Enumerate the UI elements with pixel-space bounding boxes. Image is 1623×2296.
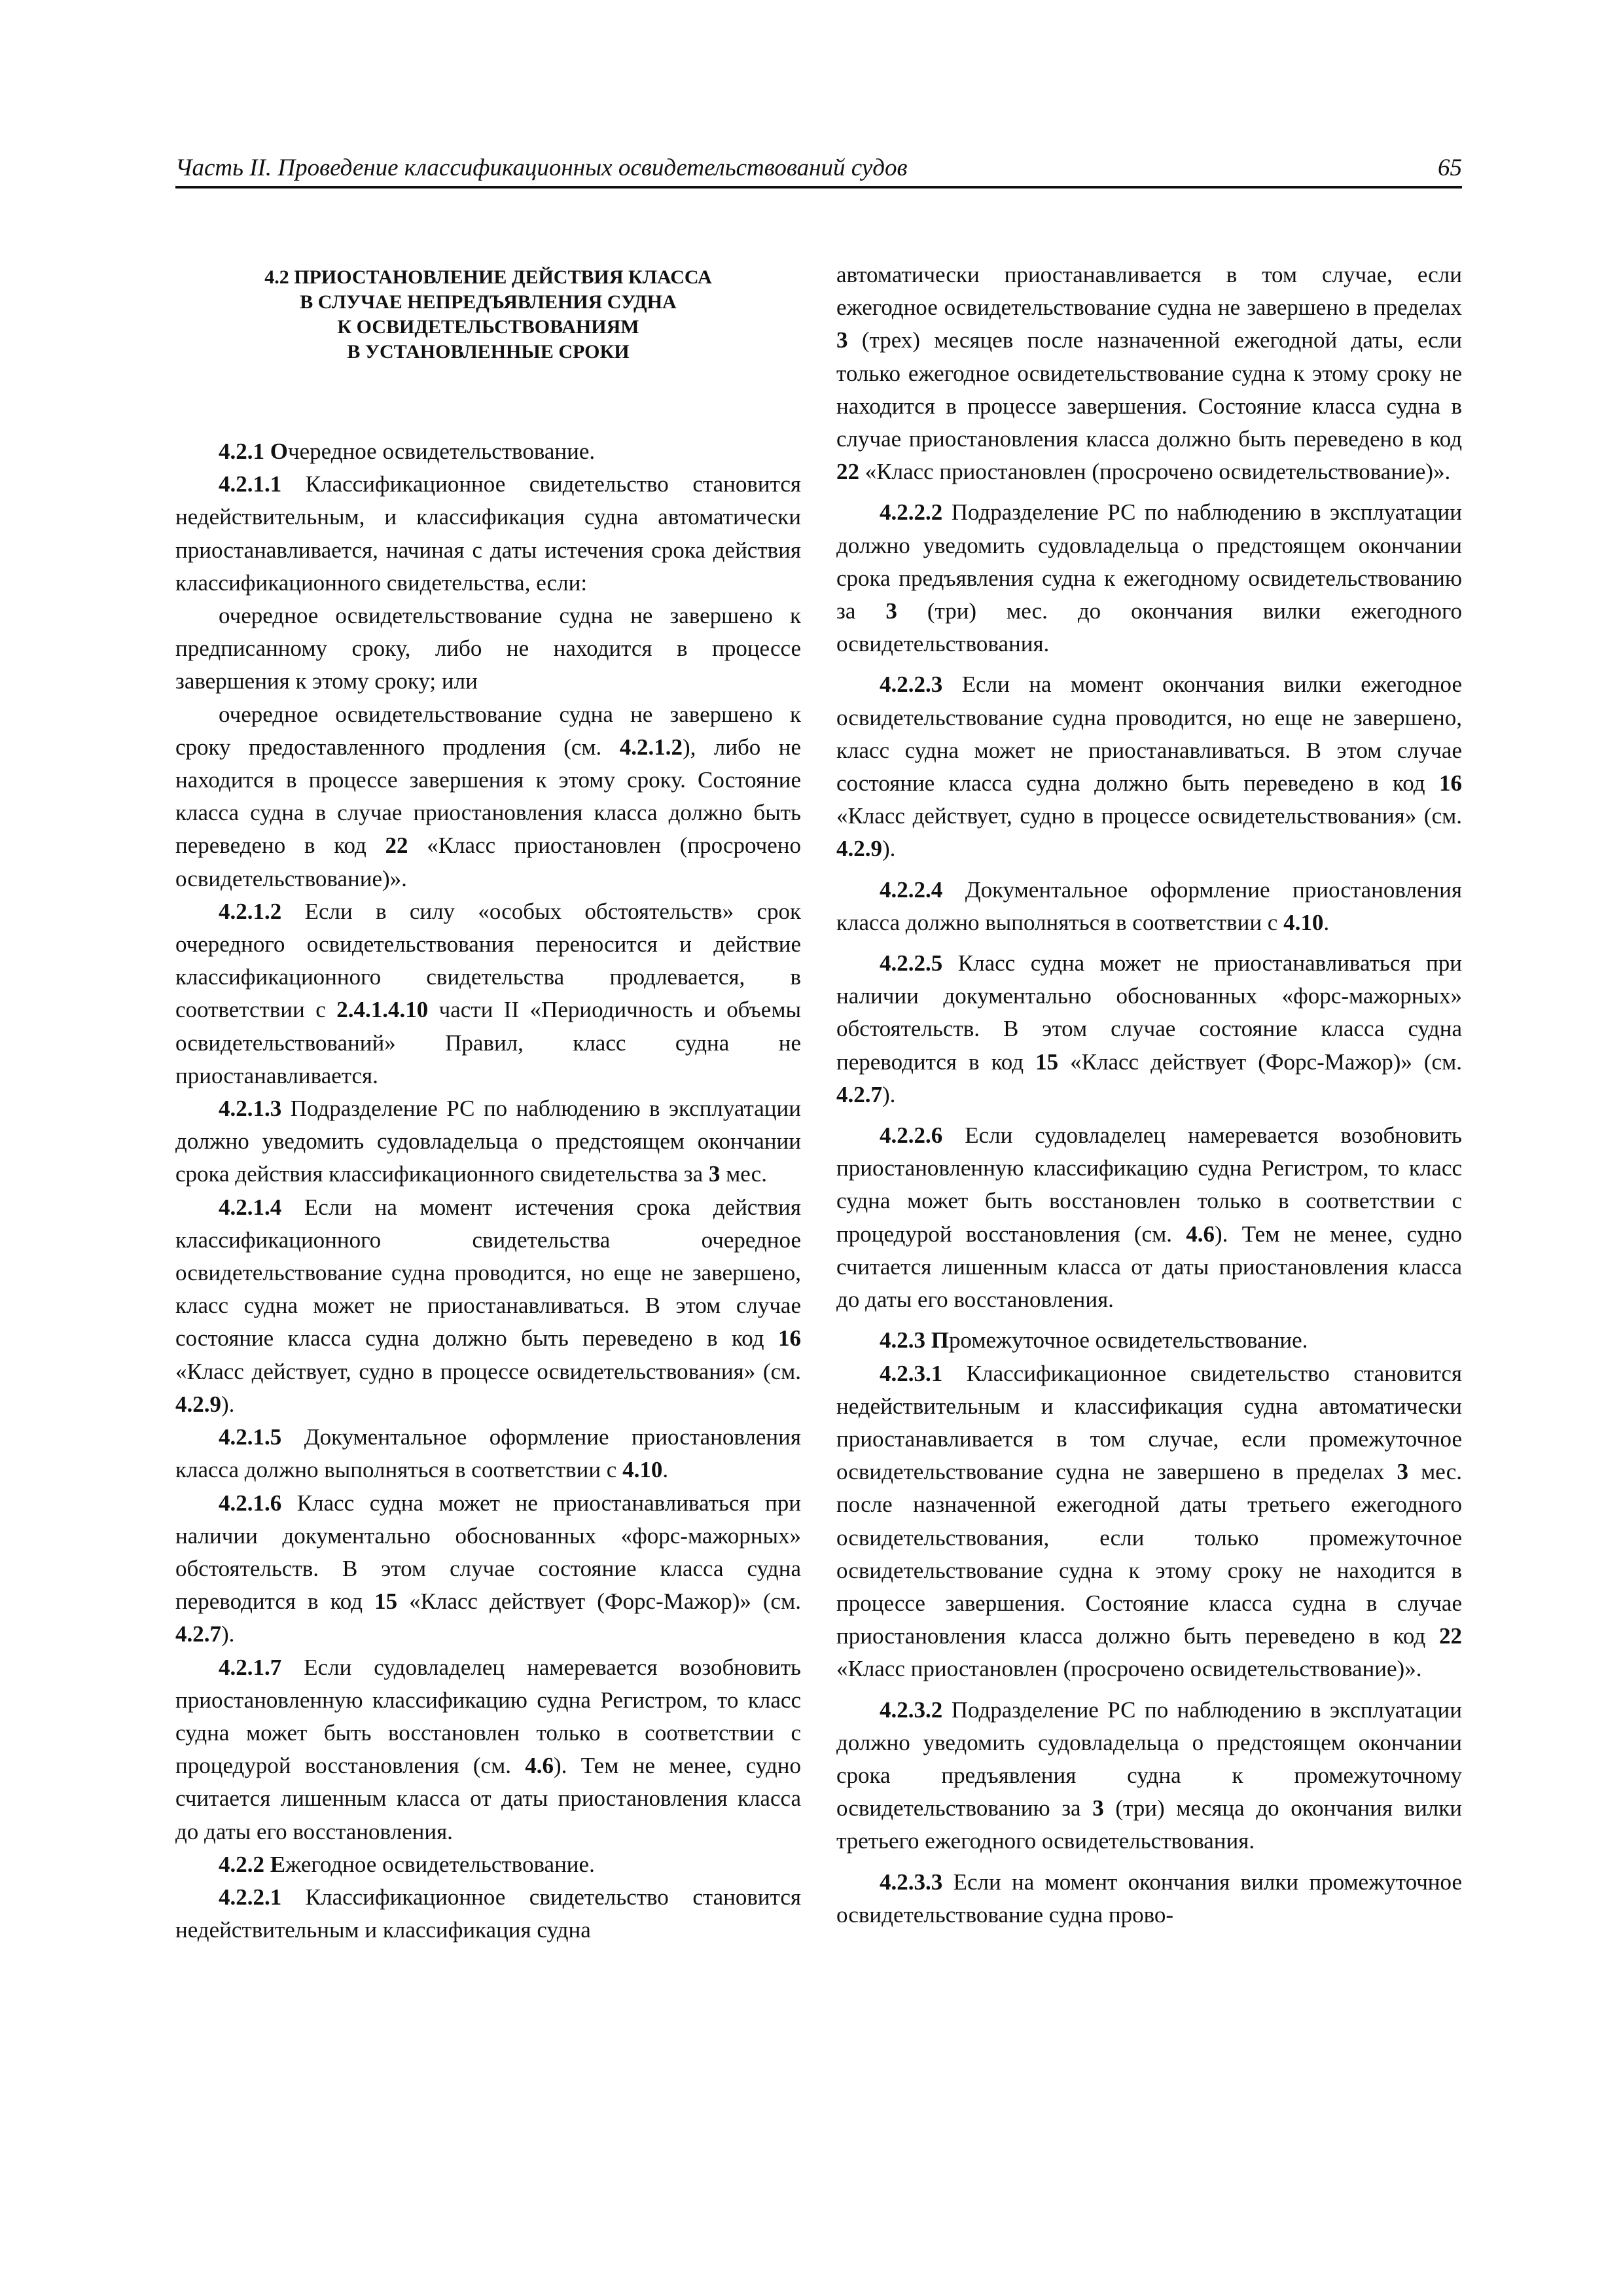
paragraph-4-2-1-1: 4.2.1.1 Классификационное свидетельство становится недействительным, и классификация судна автоматически приостанавливается, начиная с даты истечения срока действия классификационного свидетельства, если: (175, 471, 801, 596)
cross-reference: 4.2.1.2 (619, 734, 683, 760)
paragraph-4-2-2-6: 4.2.2.6 Если судовладелец намеревается возобновить приостановленную классификацию судна Регистром, то класс судна может быть восстановлен только в соответствии с процедурой восстановления (см. 4.6). Тем не менее, судно считается лишенным класса от даты приостановления класса до даты его восстановления. (836, 1122, 1462, 1313)
clause-number: 4.2.3.3 (880, 1869, 943, 1895)
paragraph-4-2-2-1-continued: автоматически приостанавливается в том случае, если ежегодное освидетельствование судна не завершено в пределах 3 (трех) месяцев после назначенной ежегодной даты, если только ежегодное освидетельствование судна к этому сроку не находится в процессе завершения. Состояние класса судна в случае приостановления класса должно быть переведено в код 22 «Класс приостановлен (просрочено освидетельствование)». (836, 262, 1462, 485)
list-item-condition-1: очередное освидетельствование судна не завершено к предписанному сроку, либо не находится в процессе завершения к этому сроку; или (175, 603, 801, 694)
clause-number: 4.2.2 Е (219, 1851, 286, 1877)
clause-number: 4.2.2.2 (880, 499, 943, 526)
status-code: 16 (778, 1325, 801, 1352)
paragraph-4-2-1-2: 4.2.1.2 Если в силу «особых обстоятельств» срок очередного освидетельствования переносится и действие классификационного свидетельства продлевается, в соответствии с 2.4.1.4.10 части II «Периодичность и объемы освидетельствований» Правил, класс судна не приостанавливается. (175, 898, 801, 1088)
clause-number: 4.2.1.4 (219, 1194, 282, 1220)
section-title-line: К ОСВИДЕТЕЛЬСТВОВАНИЯМ (337, 316, 639, 338)
numeric-value: 3 (1397, 1459, 1409, 1485)
cross-reference: 4.2.9 (836, 836, 882, 862)
clause-number: 4.2.1 О (219, 439, 288, 464)
subsection-heading-4-2-1: 4.2.1 Очередное освидетельствование. (219, 439, 596, 464)
clause-number: 4.2.1.3 (219, 1096, 282, 1122)
numeric-value: 3 (885, 598, 897, 624)
subsection-heading-4-2-3: 4.2.3 Промежуточное освидетельствование. (880, 1327, 1308, 1354)
paragraph-4-2-2-5: 4.2.2.5 Класс судна может не приостанавливаться при наличии документально обоснованных «форс-мажорных» обстоятельств. В этом случае состояние класса судна переводится в код 15 «Класс действует (Форс-Мажор)» (см. 4.2.7). (836, 950, 1462, 1107)
clause-number: 4.2.2.5 (880, 950, 943, 977)
clause-number: 4.2.3 П (880, 1327, 949, 1354)
clause-number: 4.2.1.7 (219, 1654, 282, 1680)
clause-number: 4.2.1.6 (219, 1490, 282, 1516)
paragraph-4-2-1-3: 4.2.1.3 Подразделение РС по наблюдению в эксплуатации должно уведомить судовладельца о предстоящем окончании срока действия классификационного свидетельства за 3 мес. (175, 1096, 801, 1187)
status-code: 22 (836, 459, 859, 485)
status-code: 16 (1439, 770, 1462, 797)
right-column (836, 259, 1462, 1931)
page-header (175, 145, 1462, 188)
cross-reference: 4.2.7 (836, 1081, 882, 1107)
paragraph-4-2-1-7: 4.2.1.7 Если судовладелец намеревается возобновить приостановленную классификацию судна Регистром, то класс судна может быть восстановлен только в соответствии с процедурой восстановления (см. 4.6). Тем не менее, судно считается лишенным класса от даты приостановления класса до даты его восстановления. (175, 1654, 801, 1844)
paragraph-4-2-1-5: 4.2.1.5 Документальное оформление приостановления класса должно выполняться в соответствии с 4.10. (175, 1424, 801, 1483)
subsection-heading-4-2-2: 4.2.2 Ежегодное освидетельствование. (219, 1851, 595, 1877)
cross-reference: 4.10 (1283, 909, 1324, 935)
clause-number: 4.2.1.2 (219, 898, 282, 924)
cross-reference: 2.4.1.4.10 (336, 997, 429, 1023)
numeric-value: 3 (836, 327, 848, 353)
cross-reference: 4.2.9 (175, 1391, 221, 1417)
clause-number: 4.2.1.1 (219, 471, 282, 497)
list-item-condition-2: очередное освидетельствование судна не завершено к сроку предоставленного продления (см. 4.2.1.2), либо не находится в процессе завершения к этому сроку. Состояние класса судна в случае приостановления класса должно быть переведено в код 22 «Класс приостановлен (просрочено освидетельствование)». (175, 701, 801, 891)
clause-number: 4.2.1.5 (219, 1424, 282, 1450)
status-code: 15 (374, 1588, 398, 1615)
status-code: 22 (385, 833, 408, 859)
clause-number: 4.2.2.4 (880, 876, 943, 903)
cross-reference: 4.10 (622, 1457, 663, 1483)
paragraph-4-2-2-2: 4.2.2.2 Подразделение РС по наблюдению в эксплуатации должно уведомить судовладельца о предстоящем окончании срока предъявления судна к ежегодному освидетельствованию за 3 (три) мес. до окончания вилки ежегодного освидетельствования. (836, 499, 1462, 657)
paragraph-4-2-3-2: 4.2.3.2 Подразделение РС по наблюдению в эксплуатации должно уведомить судовладельца о предстоящем окончании срока предъявления судна к промежуточному освидетельствованию за 3 (три) месяца до окончания вилки третьего ежегодного освидетельствования. (836, 1696, 1463, 1854)
paragraph-4-2-3-1: 4.2.3.1 Классификационное свидетельство становится недействительным и классификация судна автоматически приостанавливается в том случае, если промежуточное освидетельствование судна не завершено в пределах 3 мес. после назначенной ежегодной даты третьего ежегодного освидетельствования, если только промежуточное освидетельствование судна к этому сроку не находится в процессе завершения. Состояние класса судна в случае приостановления класса должно быть переведено в код 22 «Класс приостановлен (просрочено освидетельствование)». (836, 1360, 1462, 1682)
status-code: 22 (1439, 1623, 1462, 1649)
clause-number: 4.2.2.6 (880, 1122, 943, 1149)
numeric-value: 3 (708, 1161, 721, 1187)
cross-reference: 4.6 (525, 1753, 554, 1779)
paragraph-4-2-1-4: 4.2.1.4 Если на момент истечения срока действия классификационного свидетельства очередное освидетельствование судна проводится, но еще не завершено, класс судна может не приостанавливаться. В этом случае состояние класса судна должно быть переведено в код 16 «Класс действует, судно в процессе освидетельствования» (см. 4.2.9). (175, 1194, 801, 1417)
page-number: 65 (1438, 154, 1462, 181)
clause-number: 4.2.3.2 (880, 1696, 943, 1723)
clause-number: 4.2.2.1 (219, 1884, 282, 1910)
paragraph-4-2-1-6: 4.2.1.6 Класс судна может не приостанавливаться при наличии документально обоснованных «форс-мажорных» обстоятельств. В этом случае состояние класса судна переводится в код 15 «Класс действует (Форс-Мажор)» (см. 4.2.7). (175, 1490, 801, 1647)
paragraph-4-2-3-3: 4.2.3.3 Если на момент окончания вилки промежуточное освидетельствование судна прово- (836, 1869, 1462, 1928)
section-title (175, 265, 801, 365)
numeric-value: 3 (1092, 1795, 1104, 1821)
paragraph-4-2-2-4: 4.2.2.4 Документальное оформление приостановления класса должно выполняться в соответствии с 4.10. (836, 876, 1462, 935)
cross-reference: 4.2.7 (175, 1621, 221, 1647)
clause-number: 4.2.2.3 (880, 672, 943, 698)
status-code: 15 (1035, 1049, 1059, 1075)
paragraph-4-2-2-1: 4.2.2.1 Классификационное свидетельство становится недействительным и классификация судна (175, 1884, 801, 1943)
cross-reference: 4.6 (1186, 1221, 1215, 1247)
clause-number: 4.2.3.1 (880, 1360, 943, 1386)
section-title-line: 4.2 ПРИОСТАНОВЛЕНИЕ ДЕЙСТВИЯ КЛАССА (264, 266, 712, 288)
section-title-line: В УСТАНОВЛЕННЫЕ СРОКИ (347, 341, 630, 363)
section-title-line: В СЛУЧАЕ НЕПРЕДЪЯВЛЕНИЯ СУДНА (300, 291, 677, 313)
paragraph-4-2-2-3: 4.2.2.3 Если на момент окончания вилки ежегодное освидетельствование судна проводится, но еще не завершено, класс судна может не приостанавливаться. В этом случае состояние класса судна должно быть переведено в код 16 «Класс действует, судно в процессе освидетельствования» (см. 4.2.9). (836, 672, 1462, 862)
left-column (175, 259, 801, 1946)
running-title: Часть II. Проведение классификационных освидетельствований судов (175, 154, 908, 181)
